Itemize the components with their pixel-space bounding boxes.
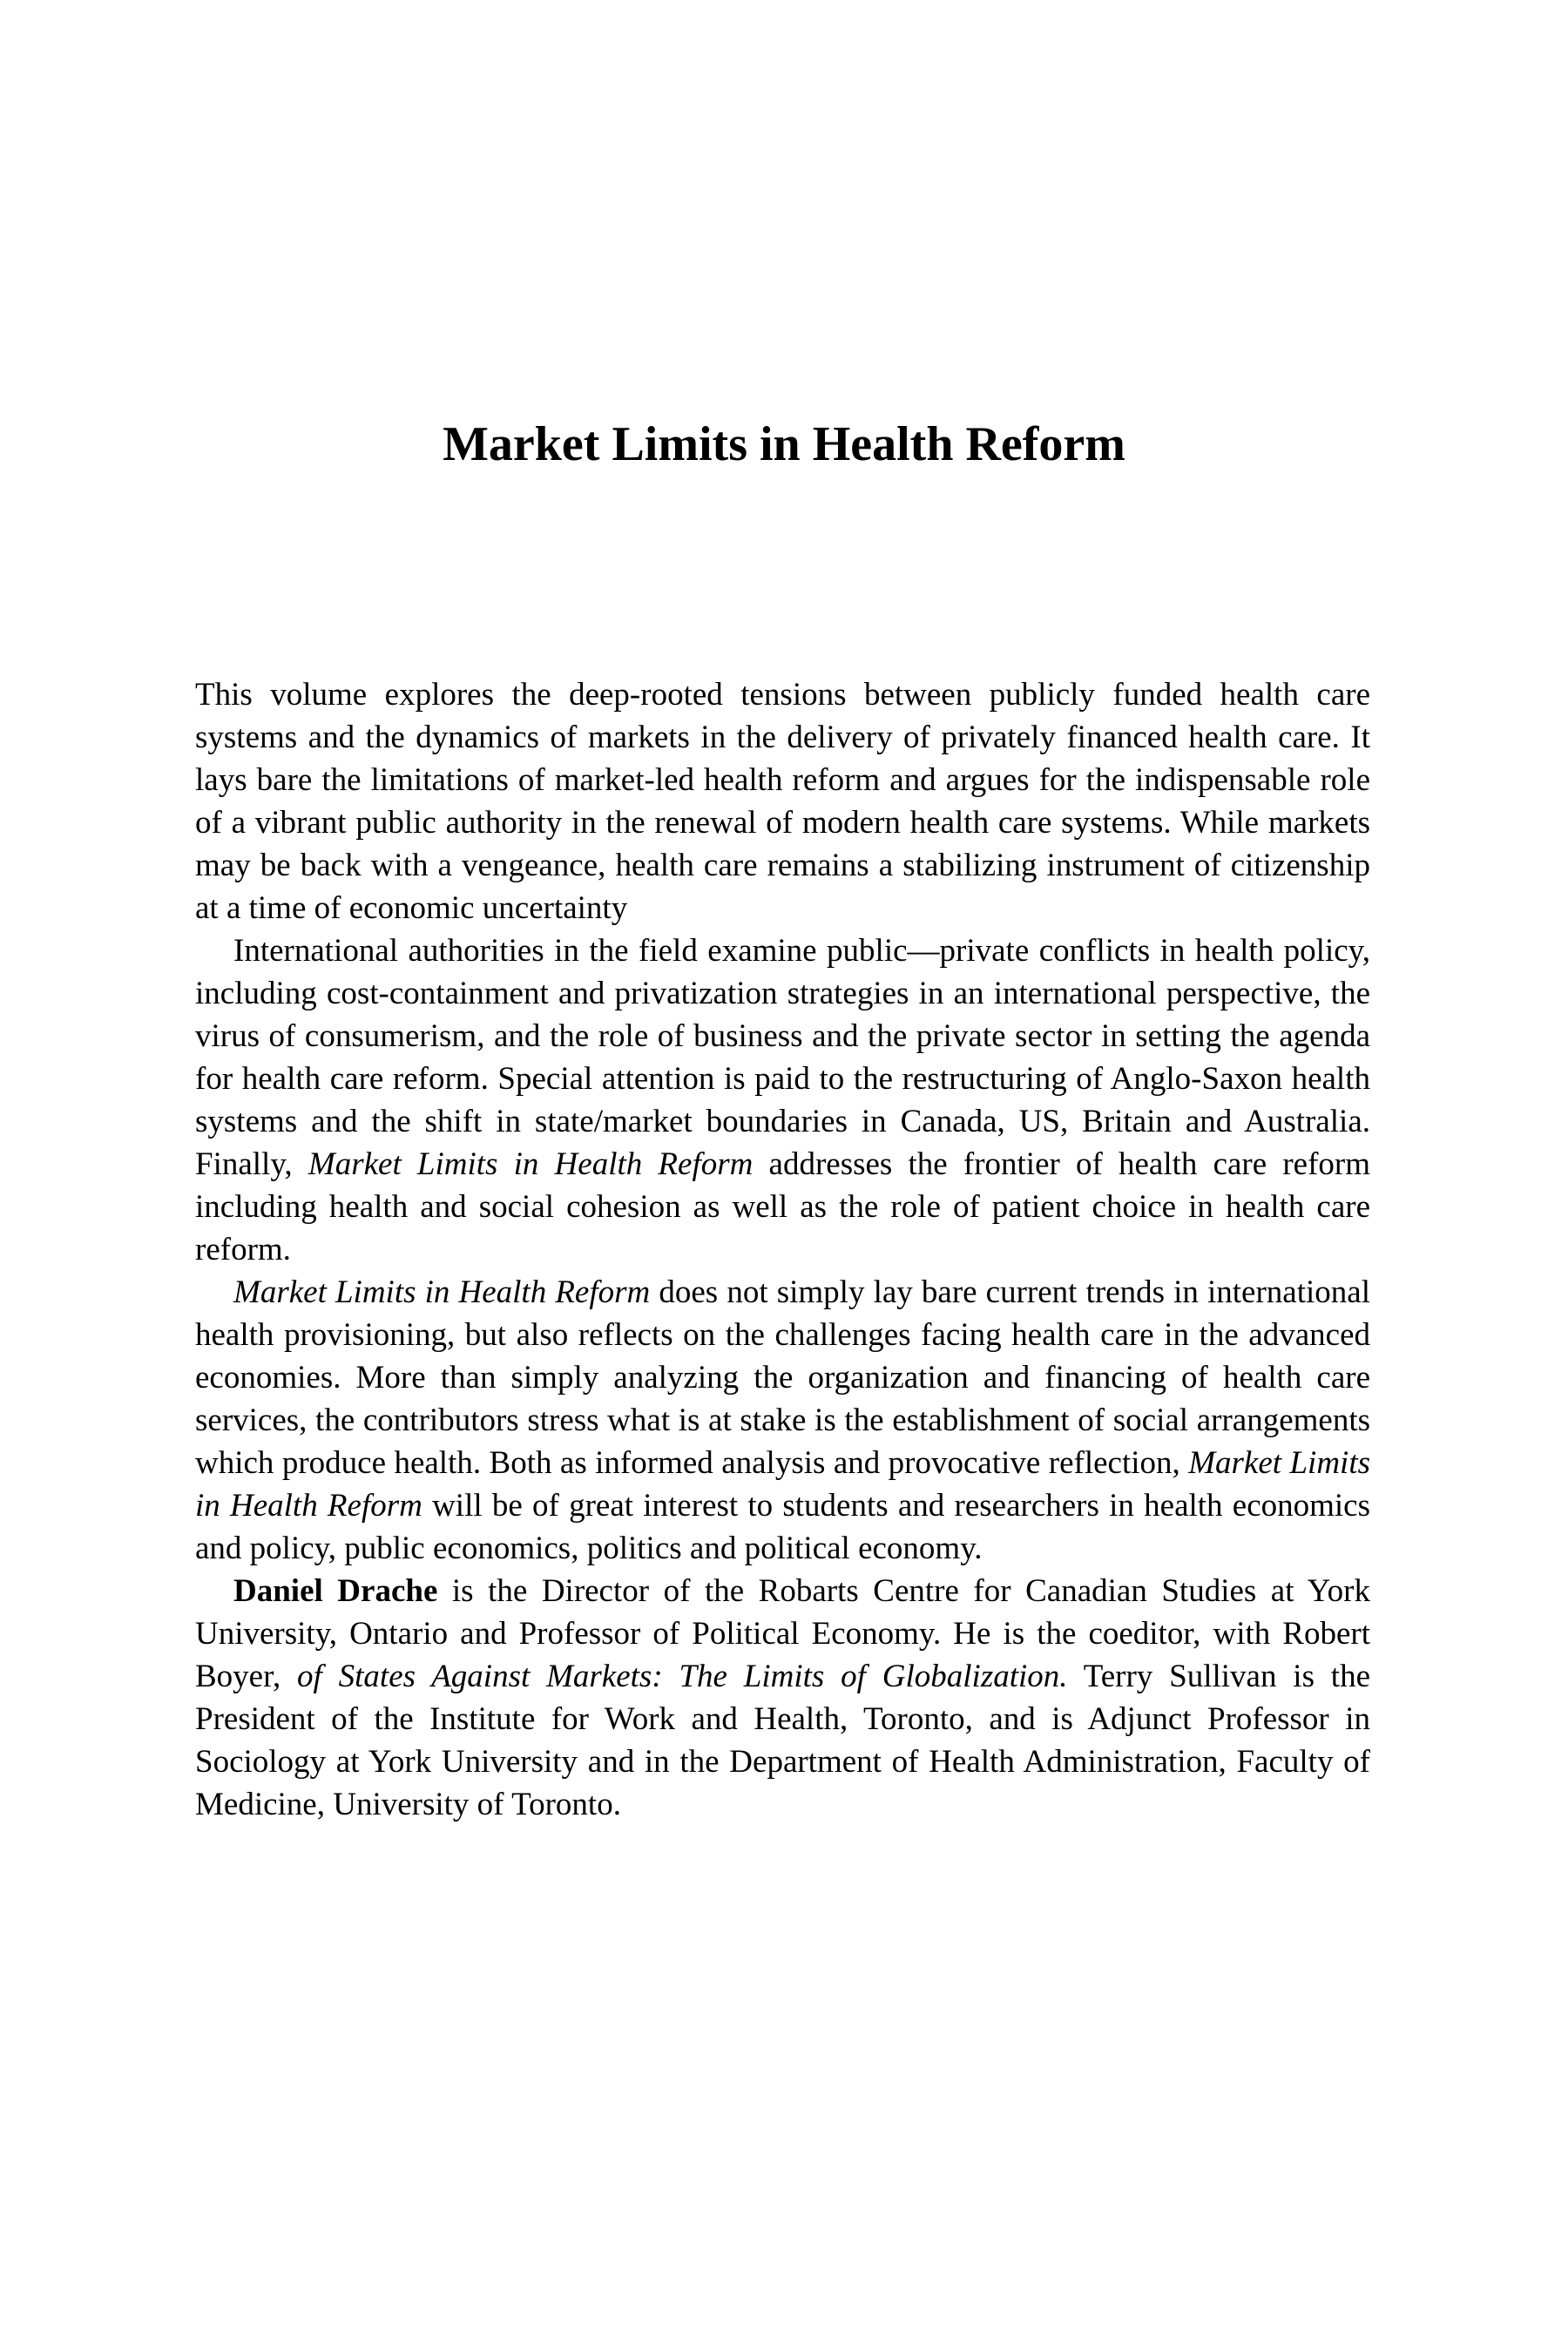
synopsis-paragraph-3: [195, 1271, 1370, 1570]
page-title: Market Limits in Health Reform: [443, 417, 1125, 471]
text-run-normal: Terry Sullivan is the President of the Institute for Work and Health, Toronto, and is Adjunct Professor in Sociology at York University and in the Department of Health Administration, Faculty of Medicine, University of Toronto.: [195, 1659, 1370, 1822]
text-run-italic: of States Against Markets: The Limits of Globalization.: [297, 1659, 1068, 1694]
text-run-italic: Market Limits in Health Reform: [233, 1274, 651, 1310]
text-run-normal: addresses the frontier of health care reform including health and social cohesion as well as the role of patient choice in health care reform.: [195, 1146, 1370, 1267]
synopsis-paragraph-1: [195, 673, 1370, 929]
synopsis-paragraph-2: [195, 929, 1370, 1271]
text-run-italic: Market Limits in Health Reform: [308, 1146, 754, 1182]
text-run-bold: Daniel Drache: [233, 1573, 438, 1609]
text-run-normal: This volume explores the deep-rooted tensions between publicly funded health care systems and the dynamics of markets in the delivery of privately financed health care. It lays bare the limitations of market-led health reform and argues for the indispensable role of a vibrant public authority in the renewal of modern health care systems. While markets may be back with a vengeance, health care remains a stabilizing instrument of citizenship at a time of economic uncertainty: [195, 677, 1370, 926]
body-text: [195, 673, 1370, 1826]
author-bio-paragraph: [195, 1570, 1370, 1826]
text-run-normal: International authorities in the field examine public—private conflicts in health policy, including cost-containment and privatization strategies in an international perspective, the virus of consumerism, and the role of business and the private sector in setting the agenda for health care reform. Special attention is paid to the restructuring of Anglo-Saxon health systems and the shift in state/market boundaries in Canada, US, Britain and Australia. Finally,: [195, 933, 1370, 1182]
text-run-normal: does not simply lay bare current trends in international health provisioning, but also reflects on the challenges facing health care in the advanced economies. More than simply analyzing the organization and financing of health care services, the contributors stress what is at stake is the establishment of social arrangements which produce health. Both as informed analysis and provocative reflection,: [195, 1274, 1370, 1481]
text-run-normal: is the Director of the Robarts Centre for Canadian Studies at York University, Ontario and Professor of Political Economy. He is the coeditor, with Robert Boyer,: [195, 1573, 1370, 1694]
text-run-normal: will be of great interest to students and researchers in health economics and policy, public economics, politics and political economy.: [195, 1488, 1370, 1566]
text-run-italic: Market Limits in Health Reform: [195, 1445, 1370, 1524]
